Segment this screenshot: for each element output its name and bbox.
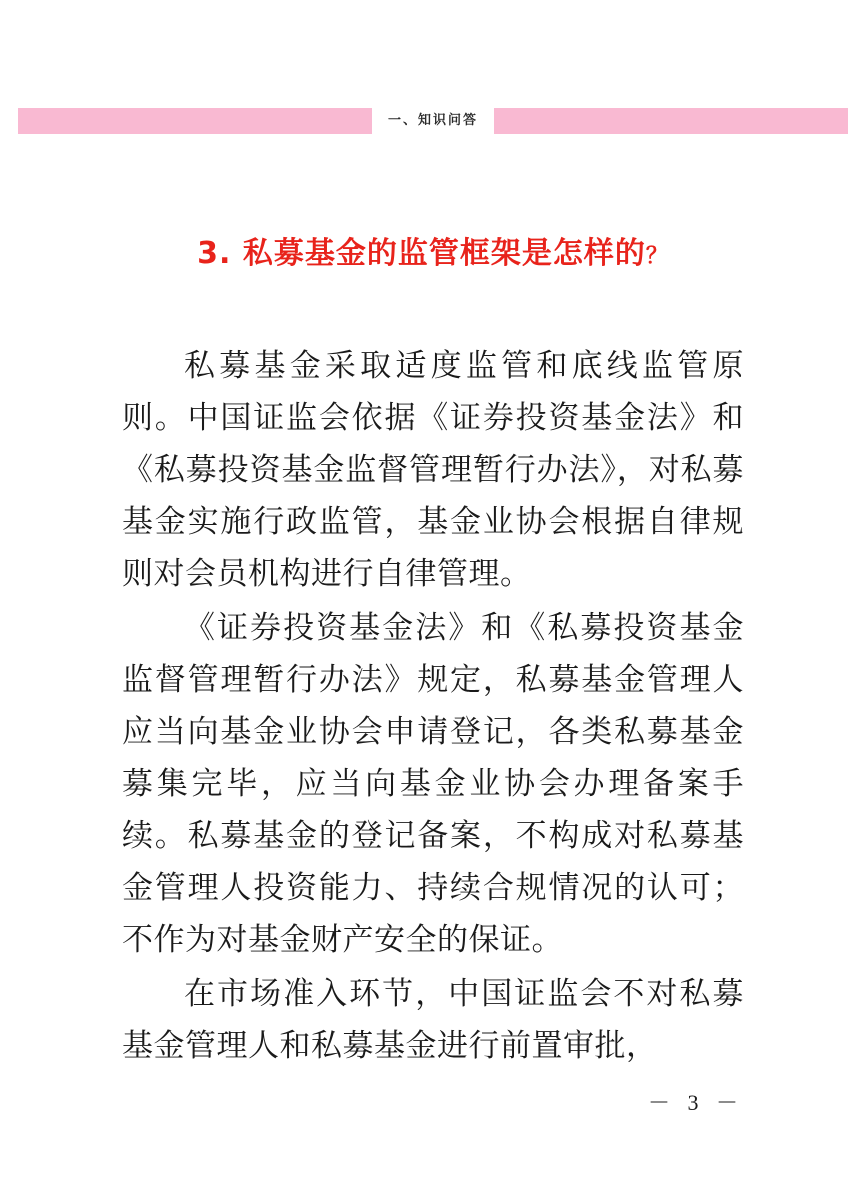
question-mark: ？ [645, 244, 669, 269]
section-label: 一、知识问答 [372, 108, 494, 134]
body-text [122, 340, 744, 1074]
paragraph: 在市场准入环节，中国证监会不对私募基金管理人和私募基金进行前置审批， [122, 976, 744, 1063]
running-header [0, 108, 866, 134]
paragraph: 私募基金采取适度监管和底线监管原则。中国证监会依据《证券投资基金法》和《私募投资基金监督管理暂行办法》，对私募基金实施行政监管，基金业协会根据自律规则对会员机构进行自律管理。 [122, 348, 744, 591]
question-title [0, 228, 866, 272]
paragraph: 《证券投资基金法》和《私募投资基金监督管理暂行办法》规定，私募基金管理人应当向基金业协会申请登记，各类私募基金募集完毕，应当向基金业协会办理备案手续。私募基金的登记备案，不构成对私募基金管理人投资能力、持续合规情况的认可；不作为对基金财产安全的保证。 [122, 610, 744, 957]
question-title-text: 3. 私募基金的监管框架是怎样的 [197, 236, 646, 271]
page-number: － 3 － [647, 1090, 744, 1115]
